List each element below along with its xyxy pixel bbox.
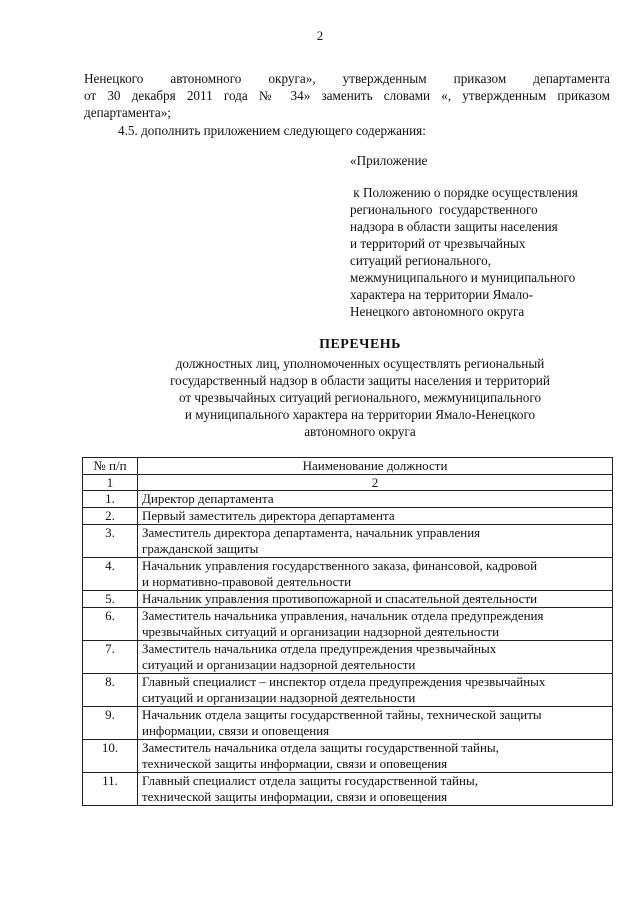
row-number: 11. bbox=[83, 773, 138, 806]
position-name bbox=[138, 740, 613, 773]
appendix-line: надзора в области защиты населения bbox=[350, 219, 558, 234]
position-name-line: Главный специалист – инспектор отдела предупреждения чрезвычайных bbox=[142, 674, 546, 689]
intro-line-1: Ненецкого автономного округа», утвержденным приказом департамента bbox=[84, 71, 610, 86]
row-number: 4. bbox=[83, 558, 138, 591]
row-number: 6. bbox=[83, 608, 138, 641]
list-subtitle-line: государственный надзор в области защиты населения и территорий bbox=[170, 373, 550, 388]
table-row bbox=[83, 525, 613, 558]
position-name-line: гражданской защиты bbox=[142, 540, 259, 556]
table-row bbox=[83, 591, 613, 608]
position-name-line: Первый заместитель директора департамента bbox=[142, 508, 395, 523]
row-number: 1. bbox=[83, 491, 138, 508]
position-name-line: ситуаций и организации надзорной деятельности bbox=[142, 656, 416, 672]
table-row bbox=[83, 608, 613, 641]
appendix-line: и территорий от чрезвычайных bbox=[350, 236, 526, 251]
column-number: 1 bbox=[83, 474, 138, 491]
table-row bbox=[83, 641, 613, 674]
appendix-reference bbox=[350, 184, 620, 320]
position-name-line: Заместитель начальника управления, начальник отдела предупреждения bbox=[142, 608, 544, 623]
table-row bbox=[83, 674, 613, 707]
list-subtitle-line: должностных лиц, уполномоченных осуществлять региональный bbox=[175, 356, 545, 371]
position-name-line: технической защиты информации, связи и оповещения bbox=[142, 788, 448, 804]
appendix-title: «Приложение bbox=[350, 153, 428, 168]
row-number: 3. bbox=[83, 525, 138, 558]
position-name-line: Заместитель начальника отдела защиты государственной тайны, bbox=[142, 740, 499, 755]
column-number: 2 bbox=[138, 474, 613, 491]
list-title: ПЕРЕЧЕНЬ bbox=[319, 337, 401, 352]
table-body bbox=[83, 474, 613, 806]
position-name-line: Главный специалист отдела защиты государственной тайны, bbox=[142, 773, 478, 788]
list-subtitle-line: автономного округа bbox=[304, 424, 416, 439]
position-name bbox=[138, 525, 613, 558]
positions-table bbox=[82, 457, 613, 806]
appendix-line: Ненецкого автономного округа bbox=[350, 304, 525, 319]
list-subtitle bbox=[100, 355, 620, 440]
position-name bbox=[138, 508, 613, 525]
appendix-line: характера на территории Ямало- bbox=[350, 287, 534, 302]
header-number: № п/п bbox=[83, 458, 138, 475]
position-name-line: информации, связи и оповещения bbox=[142, 722, 330, 738]
row-number: 2. bbox=[83, 508, 138, 525]
position-name-line: Заместитель начальника отдела предупреждения чрезвычайных bbox=[142, 641, 497, 656]
item-4-5: 4.5. дополнить приложением следующего содержания: bbox=[118, 123, 426, 138]
position-name-line: ситуаций и организации надзорной деятельности bbox=[142, 689, 416, 705]
list-heading bbox=[100, 336, 620, 440]
appendix-line: ситуаций регионального, bbox=[350, 253, 491, 268]
position-name-line: чрезвычайных ситуаций и организации надзорной деятельности bbox=[142, 623, 500, 639]
row-number: 8. bbox=[83, 674, 138, 707]
position-name bbox=[138, 591, 613, 608]
position-name bbox=[138, 608, 613, 641]
page-number: 2 bbox=[316, 28, 324, 43]
position-name-line: Начальник отдела защиты государственной тайны, технической защиты bbox=[142, 707, 542, 722]
intro-paragraph bbox=[84, 70, 610, 121]
position-name bbox=[138, 707, 613, 740]
position-name-line: технической защиты информации, связи и оповещения bbox=[142, 755, 448, 771]
intro-line-3: департамента»; bbox=[84, 105, 171, 120]
list-subtitle-line: от чрезвычайных ситуаций регионального, межмуниципального bbox=[178, 390, 542, 405]
position-name-line: и нормативно-правовой деятельности bbox=[142, 573, 352, 589]
position-name bbox=[138, 558, 613, 591]
table-row bbox=[83, 508, 613, 525]
table-row bbox=[83, 773, 613, 806]
table-header-row bbox=[83, 458, 613, 475]
row-number: 9. bbox=[83, 707, 138, 740]
position-name bbox=[138, 773, 613, 806]
position-name-line: Начальник управления противопожарной и спасательной деятельности bbox=[142, 591, 538, 606]
list-subtitle-line: и муниципального характера на территории Ямало-Ненецкого bbox=[184, 407, 536, 422]
position-name bbox=[138, 641, 613, 674]
table-row bbox=[83, 491, 613, 508]
position-name bbox=[138, 674, 613, 707]
row-number: 5. bbox=[83, 591, 138, 608]
intro-line-2: от 30 декабря 2011 года № 34» заменить словами «, утвержденным приказом bbox=[84, 88, 610, 103]
row-number: 10. bbox=[83, 740, 138, 773]
table-row bbox=[83, 740, 613, 773]
position-name-line: Заместитель директора департамента, начальник управления bbox=[142, 525, 481, 540]
appendix-line: к Положению о порядке осуществления bbox=[350, 185, 578, 200]
position-name bbox=[138, 491, 613, 508]
table-row bbox=[83, 558, 613, 591]
header-position: Наименование должности bbox=[138, 458, 613, 475]
column-number-row bbox=[83, 474, 613, 491]
row-number: 7. bbox=[83, 641, 138, 674]
position-name-line: Директор департамента bbox=[142, 491, 274, 506]
position-name-line: Начальник управления государственного заказа, финансовой, кадровой bbox=[142, 558, 538, 573]
appendix-line: межмуниципального и муниципального bbox=[350, 270, 576, 285]
table-row bbox=[83, 707, 613, 740]
appendix-line: регионального государственного bbox=[350, 202, 538, 217]
